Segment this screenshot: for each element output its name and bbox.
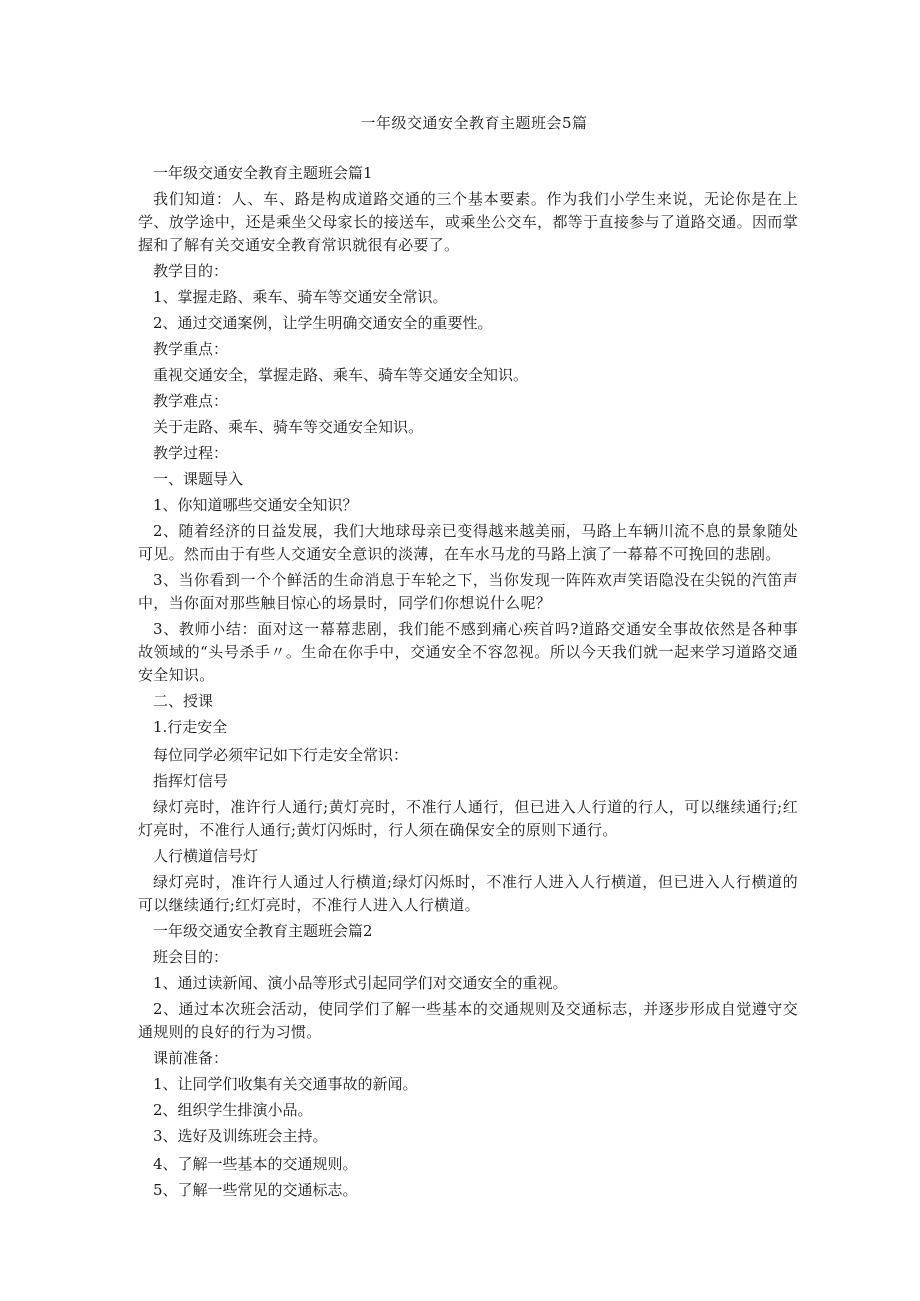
list-item: 2、组织学生排演小品。 [153,1101,313,1119]
list-item: 1、你知道哪些交通安全知识？ [153,496,358,514]
section-heading-2: 一年级交通安全教育主题班会篇2 [153,922,373,940]
list-item: 1、掌握走路、乘车、骑车等交通安全常识。 [153,288,448,306]
paragraph: 2、通过本次班会活动，使同学们了解一些基本的交通规则及交通标志，并逐步形成自觉遵守交通规则的良好的行为习惯。 [138,1000,798,1041]
label-teaching-goal: 教学目的： [153,262,229,280]
label-crosswalk-lights: 人行横道信号灯 [153,847,259,865]
paragraph: 绿灯亮时，准许行人通过人行横道;绿灯闪烁时，不准行人进入人行横道，但已进入人行横道的可以继续通行;红灯亮时，不准行人进入人行横道。 [138,873,798,914]
subheading-lesson: 二、授课 [153,692,214,710]
list-item: 2、通过交通案例，让学生明确交通安全的重要性。 [153,314,493,332]
label-preparation: 课前准备： [153,1049,229,1067]
subheading-walking-safety: 1.行走安全 [153,718,228,736]
paragraph: 3、教师小结：面对这一幕幕悲剧，我们能不感到痛心疾首吗?道路交通安全事故依然是各种事故领域的“头号杀手〃。生命在你手中，交通安全不容忽视。所以今天我们就一起来学习道路交通安全知识。 [138,620,798,684]
list-item: 3、选好及训练班会主持。 [153,1127,328,1145]
label-signal-lights: 指挥灯信号 [153,772,229,790]
section-heading-1: 一年级交通安全教育主题班会篇1 [153,164,373,182]
document-title: 一年级交通安全教育主题班会5篇 [360,114,588,132]
text-line: 每位同学必须牢记如下行走安全常识： [153,746,409,764]
paragraph: 2、随着经济的日益发展，我们大地球母亲已变得越来越美丽，马路上车辆川流不息的景象随处可见。然而由于有些人交通安全意识的淡薄，在车水马龙的马路上演了一幕幕不可挽回的悲剧。 [138,522,798,563]
list-item: 5、了解一些常见的交通标志。 [153,1181,358,1199]
text-line: 关于走路、乘车、骑车等交通安全知识。 [153,418,424,436]
intro-paragraph: 我们知道：人、车、路是构成道路交通的三个基本要素。作为我们小学生来说，无论你是在上学、放学途中，还是乘坐父母家长的接送车，或乘坐公交车，都等于直接参与了道路交通。因而掌握和了解有关交通安全教育常识就很有必要了。 [138,190,798,254]
list-item: 1、让同学们收集有关交通事故的新闻。 [153,1075,418,1093]
subheading-intro: 一、课题导入 [153,470,244,488]
paragraph: 绿灯亮时，准许行人通行;黄灯亮时，不准行人通行，但已进入人行道的行人，可以继续通行;红灯亮时，不准行人通行;黄灯闪烁时，行人须在确保安全的原则下通行。 [138,798,798,839]
label-teaching-process: 教学过程： [153,444,229,462]
list-item: 4、了解一些基本的交通规则。 [153,1155,358,1173]
text-line: 重视交通安全，掌握走路、乘车、骑车等交通安全知识。 [153,366,529,384]
paragraph: 3、当你看到一个个鲜活的生命消息于车轮之下，当你发现一阵阵欢声笑语隐没在尖锐的汽笛声中，当你面对那些触目惊心的场景时，同学们你想说什么呢？ [138,571,798,612]
list-item: 1、通过读新闻、演小品等形式引起同学们对交通安全的重视。 [153,974,568,992]
label-teaching-focus: 教学重点： [153,340,229,358]
label-teaching-difficulty: 教学难点： [153,392,229,410]
label-meeting-goal: 班会目的： [153,948,229,966]
document-page [138,112,798,1202]
